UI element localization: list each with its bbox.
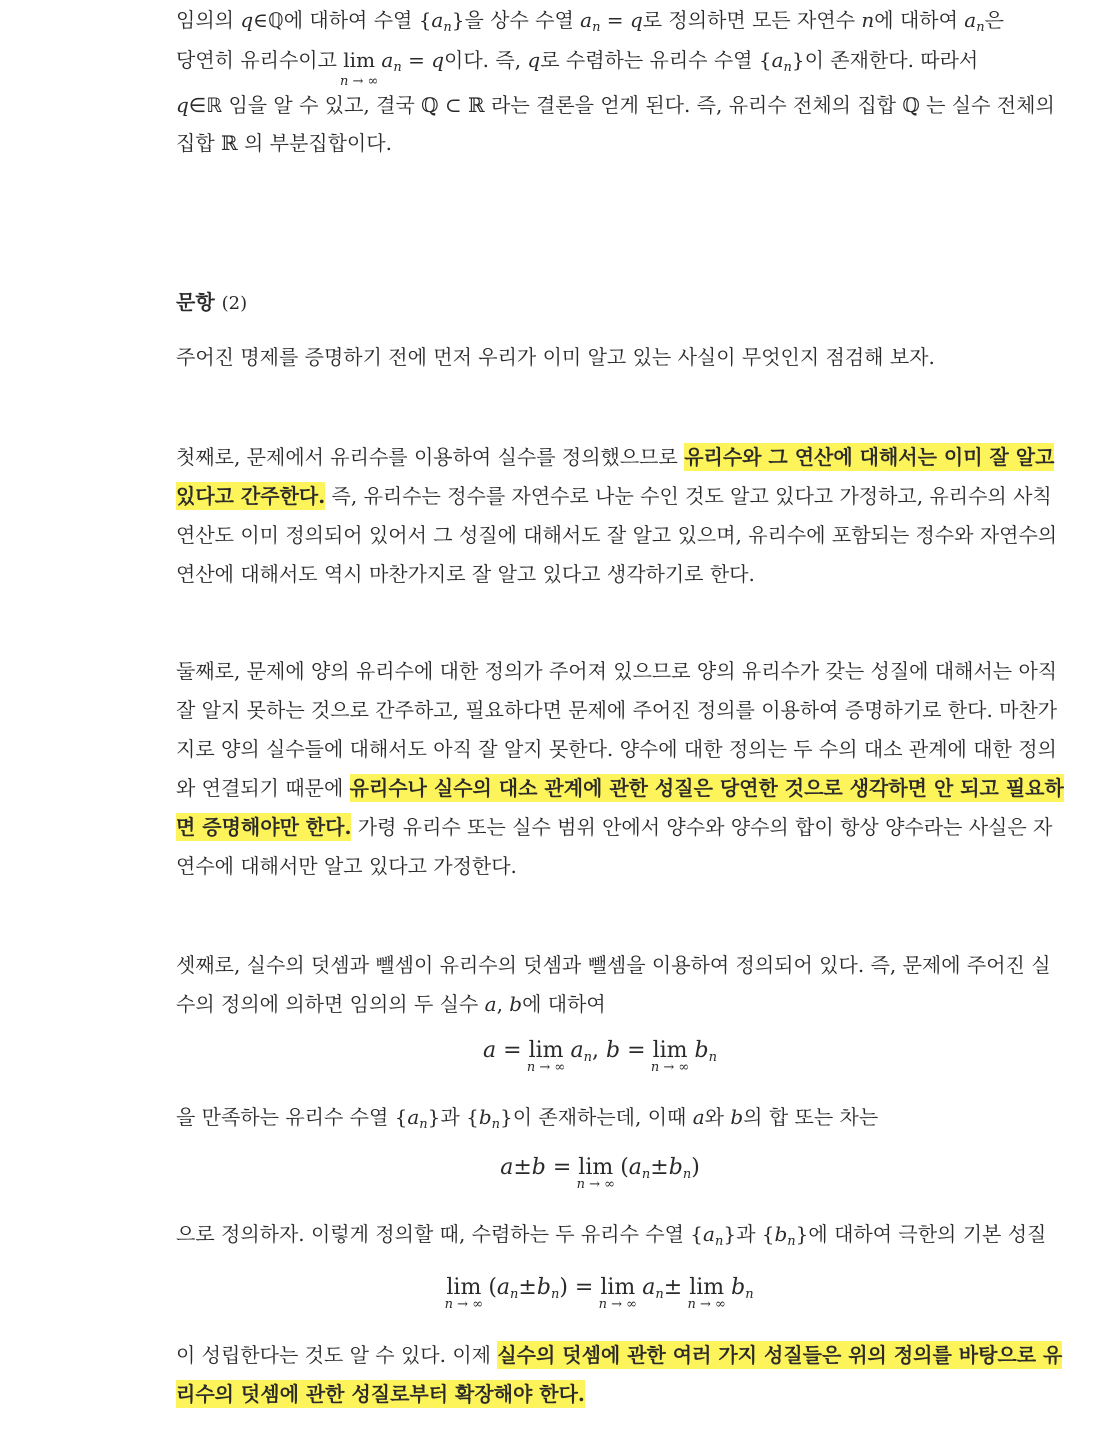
paragraph-intro-q-subset-r — [176, 0, 1055, 162]
paragraph-limit-property: 으로 정의하자. 이렇게 정의할 때, 수렴하는 두 유리수 수열 $\{a_n\}$과 $\{b_n\}$에 대하여 극한의 기본 성질 — [176, 1222, 1047, 1249]
paragraph-first-point: 첫째로, 문제에서 유리수를 이용하여 실수를 정의했으므로 유리수와 그 연산에 대해서는 이미 잘 알고 있다고 간주한다. 즉, 유리수는 정수를 자연수로 나눈 수인 것도 알고 있다고 가정하고, 유리수의 사칙 연산도 이미 정의되어 있어서 그 성질에 대해서도 잘 알고 있으며, 유리수에 포함되는 정수와 자연수의 연산에 대해서도 역시 마찬가지로 잘 알고 있다고 생각하기로 한다. — [176, 438, 1057, 594]
p4-line-4: 와 연결되기 때문에 유리수나 실수의 대소 관계에 관한 성질은 당연한 것으로 생각하면 안 되고 필요하 — [176, 776, 1064, 800]
equation-limit-sum: lim n → ∞ (an±bn) = lim n → ∞ an± lim n → ∞ bn — [444, 1275, 754, 1312]
section-heading-item-2: 문항 (2) — [176, 290, 248, 314]
p1-line-1: 임의의 q∈ℚ에 대하여 수열 $\{a_n\}$을 상수 수열 $a_n = q$로 정의하면 모든 자연수 n에 대하여 $a_n$은 — [176, 8, 1004, 35]
p3-line-2: 있다고 간주한다. 즉, 유리수는 정수를 자연수로 나눈 수인 것도 알고 있다고 가정하고, 유리수의 사칙 — [176, 484, 1052, 508]
paragraph-sequences: 을 만족하는 유리수 수열 $\{a_n\}$과 $\{b_n\}$이 존재하는데, 이때 a와 b의 합 또는 차는 — [176, 1105, 879, 1132]
highlight: 리수의 덧셈에 관한 성질로부터 확장해야 한다. — [176, 1382, 585, 1406]
highlight: 실수의 덧셈에 관한 여러 가지 성질들은 위의 정의를 바탕으로 유 — [497, 1343, 1063, 1367]
p8-line-2 — [176, 1375, 1062, 1414]
paragraph-overview: 주어진 명제를 증명하기 전에 먼저 우리가 이미 알고 있는 사실이 무엇인지 점검해 보자. — [176, 345, 935, 369]
p4-line-5: 면 증명해야만 한다. 가령 유리수 또는 실수 범위 안에서 양수와 양수의 합이 항상 양수라는 사실은 자 — [176, 815, 1053, 839]
equation-sum-difference: a±b = lim n → ∞ (an±bn) — [500, 1155, 700, 1192]
highlight: 유리수나 실수의 대소 관계에 관한 성질은 당연한 것으로 생각하면 안 되고 필요하 — [349, 776, 1064, 800]
limit-operator: lim n → ∞ — [339, 48, 379, 89]
p1-line-3: q∈ℝ 임을 알 수 있고, 결국 ℚ ⊂ ℝ 라는 결론을 얻게 된다. 즉, 유리수 전체의 집합 ℚ 는 실수 전체의 — [176, 93, 1055, 117]
p1-line-4: 집합 ℝ 의 부분집합이다. — [176, 131, 392, 155]
paragraph-third-point: 셋째로, 실수의 덧셈과 뺄셈이 유리수의 덧셈과 뺄셈을 이용하여 정의되어 있다. 즉, 문제에 주어진 실 수의 정의에 의하면 임의의 두 실수 a, b에 대하여 — [176, 946, 1051, 1024]
p5-line-2: 수의 정의에 의하면 임의의 두 실수 a, b에 대하여 — [176, 992, 606, 1016]
highlight: 유리수와 그 연산에 대해서는 이미 잘 알고 — [684, 445, 1055, 469]
paragraph-second-point: 둘째로, 문제에 양의 유리수에 대한 정의가 주어져 있으므로 양의 유리수가 갖는 성질에 대해서는 아직 잘 알지 못하는 것으로 간주하고, 필요하다면 문제에 주어진 정의를 이용하여 증명하기로 한다. 마찬가 지로 양의 실수들에 대해서도 아직 잘 알지 못한다. 양수에 대한 정의는 두 수의 대소 관계에 대한 정의 와 연결되기 때문에 유리수나 실수의 대소 관계에 관한 성질은 당연한 것으로 생각하면 안 되고 필요하 면 증명해야만 한다. 가령 유리수 또는 실수 범위 안에서 양수와 양수의 합이 항상 양수라는 사실은 자 연수에 대해서만 알고 있다고 가정한다. — [176, 659, 1064, 878]
p3-line-1: 첫째로, 문제에서 유리수를 이용하여 실수를 정의했으므로 유리수와 그 연산에 대해서는 이미 잘 알고 — [176, 445, 1055, 469]
equation-real-def: a = lim n → ∞ an, b = lim n → ∞ bn — [483, 1038, 717, 1075]
p1-line-2: 당연히 유리수이고 lim n → ∞ $a_n = q$이다. 즉, q로 수렴하는 유리수 수열 $\{a_n\}$이 존재한다. 따라서 — [176, 40, 1055, 86]
p8-line-1: 이 성립한다는 것도 알 수 있다. 이제 실수의 덧셈에 관한 여러 가지 성질들은 위의 정의를 바탕으로 유 — [176, 1343, 1063, 1367]
highlight: 면 증명해야만 한다. — [176, 815, 352, 839]
paragraph-conclusion — [176, 1336, 1062, 1414]
highlight: 있다고 간주한다. — [176, 484, 326, 508]
